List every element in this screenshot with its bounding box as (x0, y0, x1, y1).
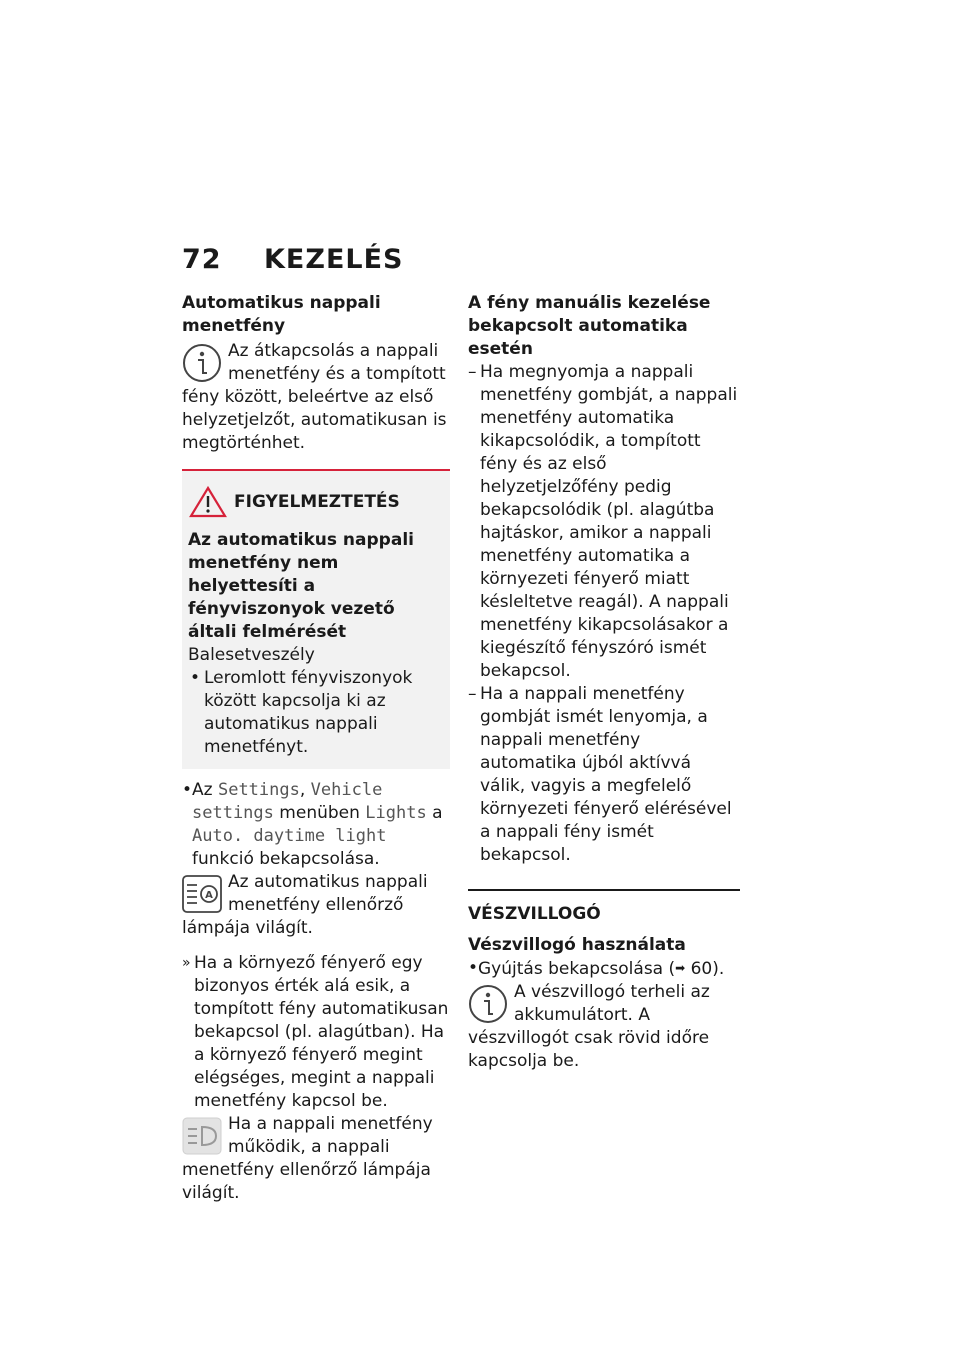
step-suffix: funkció bekapcsolása. (192, 849, 380, 869)
arrow-right-icon: » (182, 955, 191, 971)
hazard-bullet (468, 957, 740, 981)
hazard-subtitle: Vészvillogó használata (468, 935, 686, 955)
info-icon (468, 983, 508, 1025)
menu-settings: Settings (217, 780, 300, 800)
step-mid: menüben (279, 803, 360, 823)
section-title-manual: A fény manuális kezelése bekapcsolt automatika esetén (468, 293, 711, 359)
hazard-section (468, 889, 740, 1073)
hazard-heading: VÉSZVILLOGÓ (468, 904, 601, 924)
warning-label: FIGYELMEZTETÉS (234, 491, 400, 512)
warning-risk: Balesetveszély (188, 645, 315, 665)
step-join: a (432, 803, 443, 823)
warning-heading: Az automatikus nappali menetfény nem helyettesíti a fényviszonyok vezető általi felmérését (188, 530, 414, 642)
warning-triangle-icon (188, 485, 228, 519)
hazard-page-ref[interactable]: 60 (690, 959, 713, 979)
page-number: 72 (182, 244, 222, 275)
hazard-ref-close: ). (712, 959, 725, 979)
section-title-auto-drl: Automatikus nappali menetfény (182, 293, 381, 336)
manual-list (468, 361, 740, 867)
page-header (182, 244, 403, 275)
step-prefix: Az (192, 780, 213, 800)
menu-auto-daytime-light: Auto. daytime light (192, 826, 387, 846)
menu-vehicle-settings: Vehicle settings (192, 780, 383, 823)
auto-lamp-note (182, 871, 450, 940)
hazard-info-text: A vészvillogó terheli az akkumulátort. A vészvillogót csak rövid időre kapcsolja be. (468, 982, 710, 1071)
chapter-title: KEZELÉS (264, 244, 404, 275)
warning-box (182, 469, 450, 769)
arrow-note (182, 952, 450, 1113)
hazard-list (468, 957, 740, 981)
left-column (182, 292, 450, 1205)
drl-lamp-text: Ha a nappali menetfény működik, a nappali menetfény ellenőrző lámpája világít. (182, 1114, 433, 1203)
hazard-bullet-text: Gyújtás bekapcsolása ( (478, 959, 676, 979)
daytime-light-icon (182, 1115, 222, 1157)
menu-lights: Lights (365, 803, 427, 823)
drl-lamp-note (182, 1113, 450, 1205)
info-text: Az átkapcsolás a nappali menetfény és a tompított fény között, beleértve az első helyzetjelzőt, automatikusan is megtörténhet. (182, 341, 447, 453)
info-icon (182, 342, 222, 384)
manual-item-2: – Ha a nappali menetfény gombját ismét lenyomja, a nappali menetfény automatika újból aktívvá válik, vagyis a megfelelő környezeti fényerő elérésével a nappali fény ismét bekapcsol. (468, 683, 740, 867)
warning-list (188, 667, 442, 759)
arrow-text: Ha a környező fényerő egy bizonyos érték alá esik, a tompított fény automatikusan bekapcsol (pl. alagútban). Ha a környező fényerő megint elégséges, megint a nappali menetfény kapcsol be. (194, 953, 449, 1111)
auto-light-icon (182, 873, 222, 915)
arrow-right-icon: ➡ (675, 961, 686, 975)
info-note (182, 340, 450, 455)
step-sep: , (299, 780, 306, 800)
step-list (182, 779, 450, 871)
svg-text:A: A (205, 890, 213, 901)
step-item (182, 779, 450, 871)
hazard-info-note (468, 981, 740, 1073)
auto-lamp-text: Az automatikus nappali menetfény ellenőrző lámpája világít. (182, 872, 428, 938)
right-column (468, 292, 740, 1073)
warning-bullet: • Leromlott fényviszonyok között kapcsolja ki az automatikus nappali menetfényt. (188, 667, 442, 759)
manual-item-1: – Ha megnyomja a nappali menetfény gombját, a nappali menetfény automatika kikapcsolódik, a tompított fény és az első helyzetjelzőfény pedig bekapcsolódik (pl. alagútba hajtáskor, amikor a nappali menetfény automatika a környezeti fényerő miatt késleltetve reagál). A nappali menetfény kikapcsolásakor a kiegészítő fényszóró ismét bekapcsol. (468, 361, 740, 683)
warning-header (188, 485, 442, 519)
